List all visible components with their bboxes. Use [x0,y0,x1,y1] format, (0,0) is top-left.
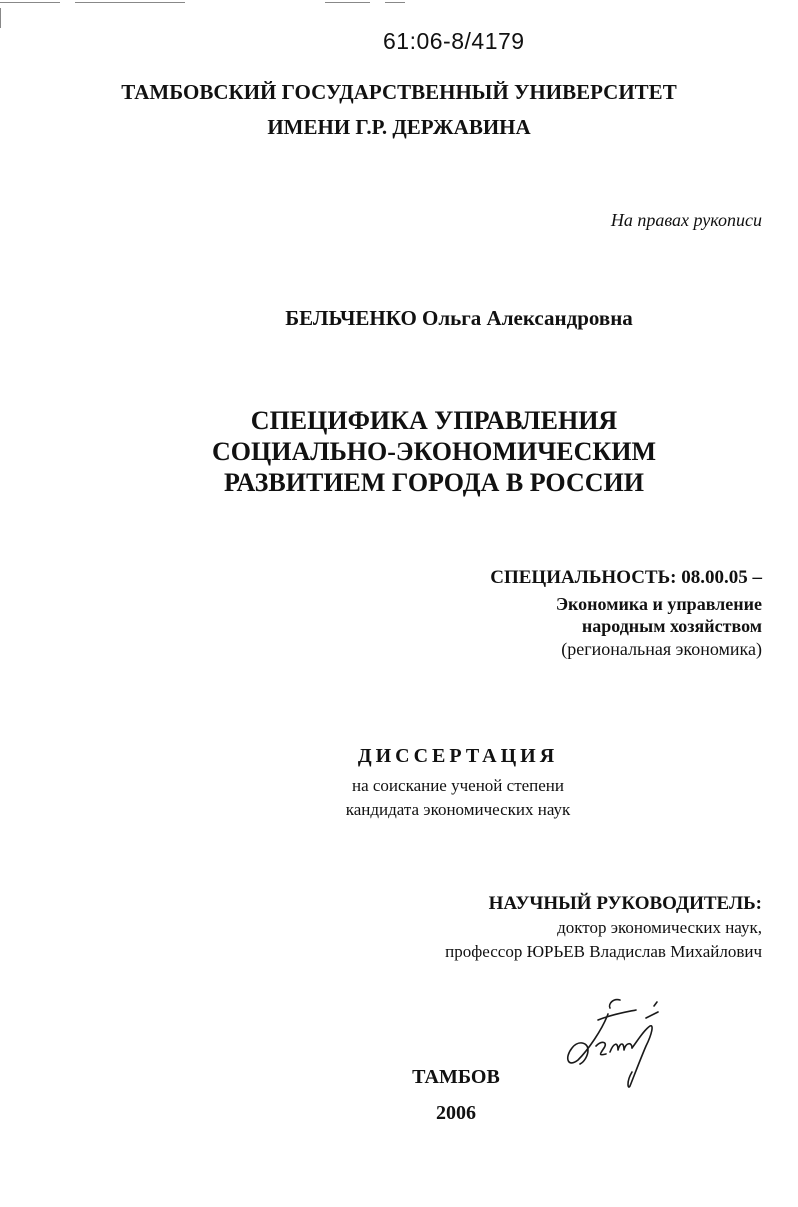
university-name-line1: ТАМБОВСКИЙ ГОСУДАРСТВЕННЫЙ УНИВЕРСИТЕТ [121,80,677,104]
city: ТАМБОВ [412,1066,500,1088]
dissertation-degree-line2: кандидата экономических наук [345,800,571,819]
supervisor-heading: НАУЧНЫЙ РУКОВОДИТЕЛЬ: [488,893,762,914]
specialty-heading: СПЕЦИАЛЬНОСТЬ: 08.00.05 – [490,567,762,588]
manuscript-note: На правах рукописи [610,210,762,230]
author-name: БЕЛЬЧЕНКО Ольга Александровна [285,306,633,330]
supervisor-name: профессор ЮРЬЕВ Владислав Михайлович [445,942,762,961]
specialty-line3: народным хозяйством [581,616,762,636]
specialty-line2: Экономика и управление [555,594,762,614]
supervisor-degree: доктор экономических наук, [557,918,762,937]
scan-artifact-line [75,2,185,3]
dissertation-degree-line1: на соискание ученой степени [351,776,565,795]
archive-code: 61:06-8/4179 [383,28,525,54]
university-name-line2: ИМЕНИ Г.Р. ДЕРЖАВИНА [267,115,531,139]
scan-artifact-mark [0,8,1,28]
dissertation-heading: ДИССЕРТАЦИЯ [357,745,559,767]
thesis-title-line3: РАЗВИТИЕМ ГОРОДА В РОССИИ [224,468,644,497]
scan-artifact-line [385,2,405,3]
thesis-title-line2: СОЦИАЛЬНО-ЭКОНОМИЧЕСКИМ [212,437,656,466]
scan-artifact-line [0,2,60,3]
specialty-line4: (региональная экономика) [561,639,762,659]
scan-artifact-line [325,2,370,3]
year: 2006 [436,1102,476,1124]
thesis-title-line1: СПЕЦИФИКА УПРАВЛЕНИЯ [250,406,618,435]
